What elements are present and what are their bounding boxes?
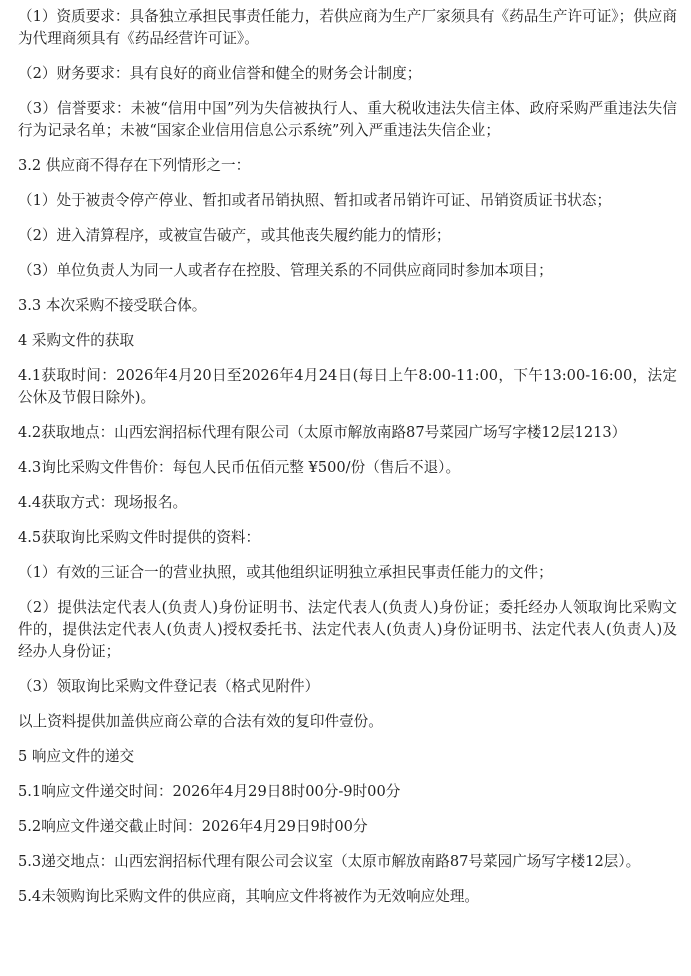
required-material-1: （1）有效的三证合一的营业执照，或其他组织证明独立承担民事责任能力的文件； [18, 564, 553, 581]
submission-location: 5.3递交地点：山西宏润招标代理有限公司会议室（太原市解放南路87号菜园广场写字楼12层）。 [18, 853, 641, 870]
submission-time: 5.1响应文件递交时间：2026年4月29日8时00分-9时00分 [18, 783, 401, 800]
required-material-2: （2）提供法定代表人(负责人)身份证明书、法定代表人(负责人)身份证；委托经办人领取询比采购文件的，提供法定代表人(负责人)授权委托书、法定代表人(负责人)身份证明书、法定代表人(负责人)及经办人身份证； [18, 599, 677, 660]
acquisition-location: 4.2获取地点：山西宏润招标代理有限公司（太原市解放南路87号菜园广场写字楼12层1213） [18, 424, 627, 441]
section-4-heading: 4 采购文件的获取 [18, 332, 135, 349]
required-materials-heading: 4.5获取询比采购文件时提供的资料： [18, 529, 261, 546]
required-material-3: （3）领取询比采购文件登记表（格式见附件） [18, 678, 320, 695]
submission-deadline: 5.2响应文件递交截止时间：2026年4月29日9时00分 [18, 818, 368, 835]
exclusion-item-2: （2）进入清算程序，或被宣告破产，或其他丧失履约能力的情形； [18, 227, 451, 244]
document-price: 4.3询比采购文件售价：每包人民币伍佰元整 ¥500/份（售后不退）。 [18, 459, 461, 476]
credit-requirement: （3）信誉要求：未被“信用中国”列为失信被执行人、重大税收违法失信主体、政府采购严重违法失信行为记录名单；未被“国家企业信用信息公示系统”列入严重违法失信企业； [18, 100, 677, 139]
acquisition-method: 4.4获取方式：现场报名。 [18, 494, 188, 511]
section-5-heading: 5 响应文件的递交 [18, 748, 135, 765]
financial-requirement: （2）财务要求：具有良好的商业信誉和健全的财务会计制度； [18, 65, 422, 82]
qualification-requirement: （1）资质要求：具备独立承担民事责任能力，若供应商为生产厂家须具有《药品生产许可证》；供应商为代理商须具有《药品经营许可证》。 [18, 8, 677, 47]
section-3-3: 3.3 本次采购不接受联合体。 [18, 297, 207, 314]
exclusion-item-3: （3）单位负责人为同一人或者存在控股、管理关系的不同供应商同时参加本项目； [18, 262, 553, 279]
section-3-2-heading: 3.2 供应商不得存在下列情形之一： [18, 157, 251, 174]
exclusion-item-1: （1）处于被责令停产停业、暂扣或者吊销执照、暂扣或者吊销许可证、吊销资质证书状态； [18, 192, 612, 209]
invalid-response-note: 5.4未领购询比采购文件的供应商，其响应文件将被作为无效响应处理。 [18, 888, 480, 905]
materials-note: 以上资料提供加盖供应商公章的合法有效的复印件壹份。 [18, 713, 383, 730]
acquisition-time: 4.1获取时间：2026年4月20日至2026年4月24日(每日上午8:00-11:00，下午13:00-16:00，法定公休及节假日除外)。 [18, 367, 677, 406]
